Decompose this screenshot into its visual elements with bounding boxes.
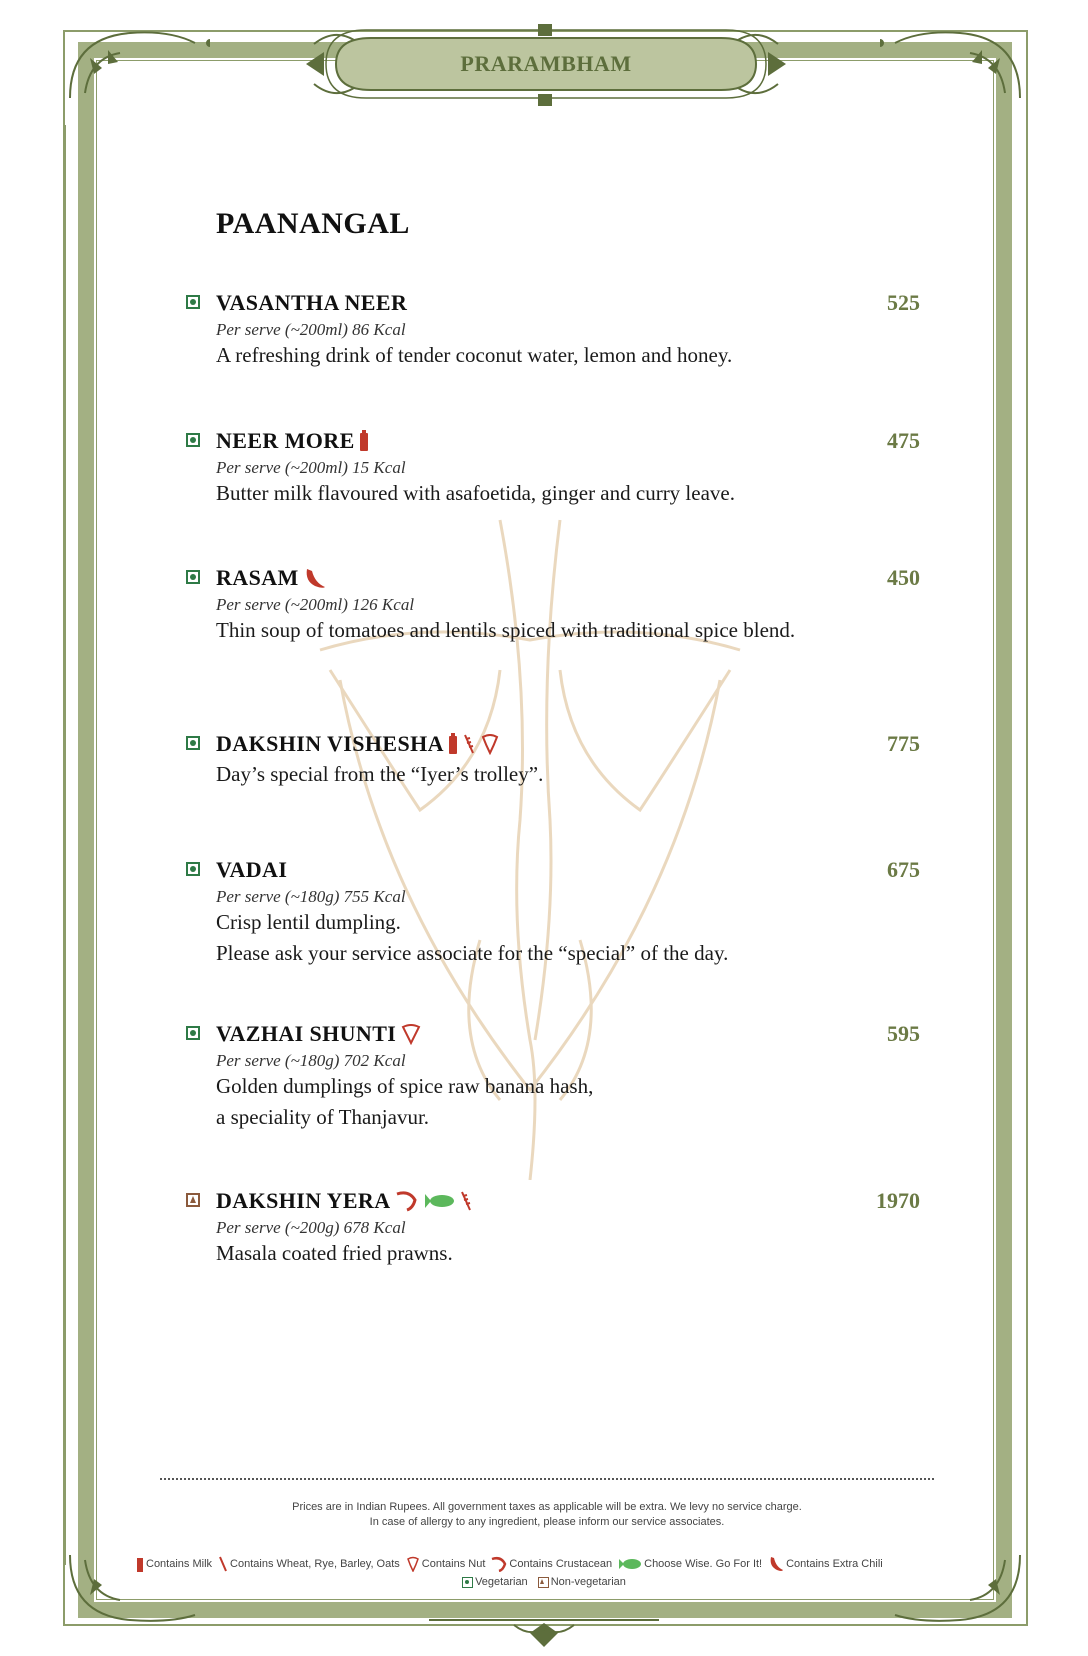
item-name: DAKSHIN YERA xyxy=(216,1188,473,1214)
nut-icon xyxy=(406,1556,420,1572)
menu-item xyxy=(180,1021,920,1131)
corner-ornament-top-left xyxy=(60,18,210,108)
milk-icon xyxy=(136,1556,144,1572)
item-name: RASAM xyxy=(216,565,327,591)
legend-crustacean: Contains Crustacean xyxy=(491,1556,612,1572)
item-description: Golden dumplings of spice raw banana hash, xyxy=(216,1074,594,1098)
corner-ornament-top-right xyxy=(880,18,1030,108)
item-serve: Per serve (~180g) 755 Kcal xyxy=(216,887,406,906)
footer-divider xyxy=(160,1478,934,1480)
legend-chili: Contains Extra Chili xyxy=(768,1556,883,1572)
vegetarian-icon xyxy=(462,1577,473,1588)
vegetarian-icon xyxy=(186,570,200,584)
menu-item xyxy=(180,290,920,370)
menu-item xyxy=(180,857,920,967)
item-description: Butter milk flavoured with asafoetida, ginger and curry leave. xyxy=(216,481,735,505)
item-price: 595 xyxy=(887,1021,920,1046)
fish-icon xyxy=(618,1556,642,1572)
item-serve: Per serve (~200ml) 126 Kcal xyxy=(216,595,415,614)
item-name: DAKSHIN VISHESHA xyxy=(216,731,500,757)
milk-icon xyxy=(359,430,369,452)
item-description-note: Please ask your service associate for the “special” of the day. xyxy=(216,941,729,965)
item-description: Thin soup of tomatoes and lentils spiced with traditional spice blend. xyxy=(216,618,796,642)
fish-icon xyxy=(423,1190,455,1212)
item-description: A refreshing drink of tender coconut water, lemon and honey. xyxy=(216,343,733,367)
crustacean-icon xyxy=(491,1556,507,1572)
vegetarian-icon xyxy=(186,295,200,309)
legend-nonveg: Non-vegetarian xyxy=(538,1576,626,1588)
vegetarian-icon xyxy=(186,862,200,876)
legend-veg: Vegetarian xyxy=(462,1576,528,1588)
milk-icon xyxy=(448,733,458,755)
wheat-icon xyxy=(462,733,476,755)
menu-item xyxy=(180,565,920,675)
non-vegetarian-icon xyxy=(538,1577,549,1588)
side-ornament-line xyxy=(64,125,66,1565)
menu-item xyxy=(180,428,920,508)
item-name: VADAI xyxy=(216,857,288,882)
nut-icon xyxy=(400,1023,422,1045)
item-description: Crisp lentil dumpling. xyxy=(216,910,401,934)
footer-note-allergy: In case of allergy to any ingredient, please inform our service associates. xyxy=(369,1516,725,1528)
item-price: 675 xyxy=(887,857,920,882)
wheat-icon xyxy=(459,1190,473,1212)
footer-note-prices: Prices are in Indian Rupees. All government taxes as applicable will be extra. We levy no service charge. xyxy=(292,1501,802,1513)
item-price: 775 xyxy=(887,731,920,756)
chili-icon xyxy=(303,567,327,589)
item-description: Masala coated fried prawns. xyxy=(216,1241,453,1265)
menu-item xyxy=(180,731,920,791)
item-serve: Per serve (~180g) 702 Kcal xyxy=(216,1051,406,1070)
wheat-icon xyxy=(218,1556,228,1572)
page-title: PRARAMBHAM xyxy=(460,51,632,76)
vegetarian-icon xyxy=(186,736,200,750)
item-name: VASANTHA NEER xyxy=(216,290,408,315)
item-name: NEER MORE xyxy=(216,428,369,454)
chili-icon xyxy=(768,1556,784,1572)
item-name: VAZHAI SHUNTI xyxy=(216,1021,422,1047)
menu-item xyxy=(180,1188,920,1268)
crustacean-icon xyxy=(395,1190,419,1212)
item-serve: Per serve (~200ml) 86 Kcal xyxy=(216,320,406,339)
item-price: 450 xyxy=(887,565,920,590)
item-serve: Per serve (~200g) 678 Kcal xyxy=(216,1218,406,1237)
item-description: Day’s special from the “Iyer’s trolley”. xyxy=(216,762,544,786)
item-description-note: a speciality of Thanjavur. xyxy=(216,1105,430,1129)
non-vegetarian-icon xyxy=(186,1193,200,1207)
item-serve: Per serve (~200ml) 15 Kcal xyxy=(216,458,406,477)
header-plaque xyxy=(296,16,796,112)
legend-wheat: Contains Wheat, Rye, Barley, Oats xyxy=(218,1556,400,1572)
vegetarian-icon xyxy=(186,1026,200,1040)
item-price: 475 xyxy=(887,428,920,453)
legend-fish: Choose Wise. Go For It! xyxy=(618,1556,762,1572)
section-title: PAANANGAL xyxy=(216,207,410,240)
item-price: 525 xyxy=(887,290,920,315)
legend-row xyxy=(136,1556,966,1572)
nut-icon xyxy=(480,733,500,755)
legend-milk: Contains Milk xyxy=(136,1556,212,1572)
bottom-center-ornament xyxy=(424,1615,664,1651)
legend-nut: Contains Nut xyxy=(406,1556,486,1572)
legend-row-2 xyxy=(0,1576,1088,1588)
vegetarian-icon xyxy=(186,433,200,447)
item-price: 1970 xyxy=(876,1188,920,1213)
